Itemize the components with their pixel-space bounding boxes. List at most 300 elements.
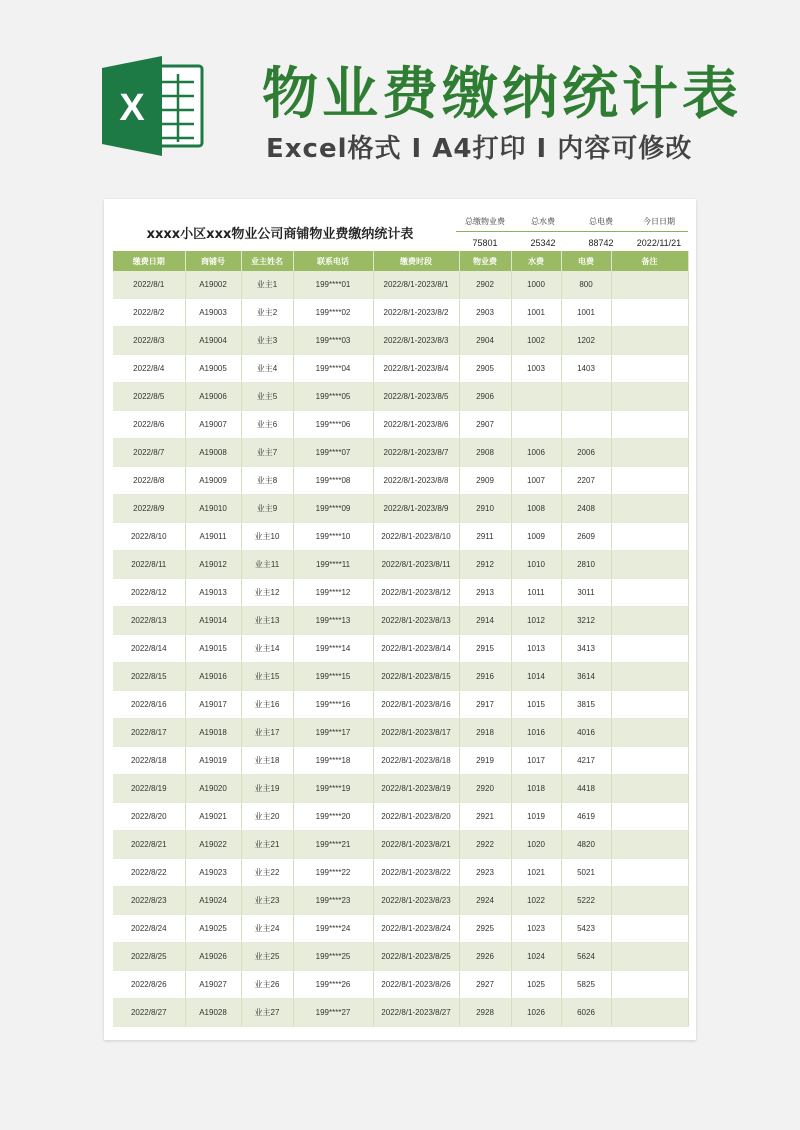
- table-cell: 2022/8/1-2023/8/6: [373, 411, 459, 439]
- table-cell: 199****14: [293, 635, 373, 663]
- table-cell: 1003: [511, 355, 561, 383]
- page-title: 物业费缴纳统计表: [262, 62, 742, 127]
- table-cell: 5624: [561, 943, 611, 971]
- page-subtitle: Excel格式 I A4打印 I 内容可修改: [266, 134, 693, 164]
- table-cell: 2022/8/9: [113, 495, 185, 523]
- table-cell: 199****16: [293, 691, 373, 719]
- table-cell: 2022/8/1-2023/8/13: [373, 607, 459, 635]
- table-cell: [611, 747, 688, 775]
- table-cell: A19010: [185, 495, 241, 523]
- table-cell: [611, 719, 688, 747]
- table-cell: 199****13: [293, 607, 373, 635]
- table-cell: 业主7: [241, 439, 293, 467]
- table-cell: 2925: [459, 915, 511, 943]
- table-cell: 3212: [561, 607, 611, 635]
- sheet-title: xxxx小区xxx物业公司商铺物业费缴纳统计表: [146, 227, 414, 242]
- table-row: [113, 971, 688, 999]
- table-cell: [611, 607, 688, 635]
- table-cell: 199****20: [293, 803, 373, 831]
- table-cell: 2022/8/1-2023/8/25: [373, 943, 459, 971]
- table-cell: 2907: [459, 411, 511, 439]
- table-cell: 199****18: [293, 747, 373, 775]
- table-cell: A19007: [185, 411, 241, 439]
- table-cell: 1023: [511, 915, 561, 943]
- table-cell: [611, 495, 688, 523]
- table-cell: 2022/8/11: [113, 551, 185, 579]
- table-cell: 2022/8/1-2023/8/19: [373, 775, 459, 803]
- table-cell: 2916: [459, 663, 511, 691]
- table-cell: 业主9: [241, 495, 293, 523]
- table-cell: [611, 355, 688, 383]
- summary-labels: [456, 213, 688, 232]
- table-cell: 5222: [561, 887, 611, 915]
- table-cell: A19021: [185, 803, 241, 831]
- table-cell: 2022/8/25: [113, 943, 185, 971]
- table-cell: 2022/8/1-2023/8/5: [373, 383, 459, 411]
- table-cell: 2022/8/14: [113, 635, 185, 663]
- summary-value-property-fee: 75801: [472, 238, 498, 248]
- table-cell: [611, 439, 688, 467]
- excel-logo-icon: [102, 56, 206, 156]
- summary-values: [456, 232, 688, 252]
- table-cell: A19022: [185, 831, 241, 859]
- table-cell: 1014: [511, 663, 561, 691]
- column-header: 商铺号: [185, 251, 241, 271]
- table-row: [113, 859, 688, 887]
- table-cell: [611, 915, 688, 943]
- table-cell: [611, 775, 688, 803]
- table-cell: 业主13: [241, 607, 293, 635]
- table-cell: 2022/8/18: [113, 747, 185, 775]
- table-cell: 199****03: [293, 327, 373, 355]
- table-cell: 4418: [561, 775, 611, 803]
- table-cell: 2022/8/4: [113, 355, 185, 383]
- table-cell: 业主1: [241, 271, 293, 299]
- table-cell: 业主11: [241, 551, 293, 579]
- table-cell: 业主18: [241, 747, 293, 775]
- table-cell: 2906: [459, 383, 511, 411]
- table-cell: 2022/8/26: [113, 971, 185, 999]
- table-cell: 2022/8/21: [113, 831, 185, 859]
- table-cell: 2915: [459, 635, 511, 663]
- table-cell: [611, 579, 688, 607]
- table-cell: 1001: [561, 299, 611, 327]
- table-cell: [611, 383, 688, 411]
- table-cell: 2022/8/1-2023/8/12: [373, 579, 459, 607]
- table-cell: 业主24: [241, 915, 293, 943]
- table-cell: 2022/8/1: [113, 271, 185, 299]
- table-cell: 1012: [511, 607, 561, 635]
- table-cell: 199****23: [293, 887, 373, 915]
- table-cell: 6026: [561, 999, 611, 1027]
- table-cell: 2022/8/24: [113, 915, 185, 943]
- table-cell: [611, 299, 688, 327]
- table-cell: 2909: [459, 467, 511, 495]
- table-cell: [611, 411, 688, 439]
- logo-letter: X: [119, 87, 145, 129]
- table-cell: 业主21: [241, 831, 293, 859]
- table-cell: [611, 859, 688, 887]
- table-cell: 1018: [511, 775, 561, 803]
- table-cell: 业主23: [241, 887, 293, 915]
- table-cell: 5021: [561, 859, 611, 887]
- table-cell: 5825: [561, 971, 611, 999]
- table-cell: 2022/8/27: [113, 999, 185, 1027]
- table-cell: 2022/8/12: [113, 579, 185, 607]
- table-cell: 1015: [511, 691, 561, 719]
- table-cell: 1010: [511, 551, 561, 579]
- summary-label-today: 今日日期: [643, 217, 675, 226]
- table-cell: [611, 523, 688, 551]
- table-cell: 业主19: [241, 775, 293, 803]
- table-cell: 2908: [459, 439, 511, 467]
- column-header: 业主姓名: [241, 251, 293, 271]
- table-cell: A19015: [185, 635, 241, 663]
- table-row: [113, 327, 688, 355]
- table-cell: 5423: [561, 915, 611, 943]
- table-cell: 2911: [459, 523, 511, 551]
- table-cell: 2022/8/1-2023/8/21: [373, 831, 459, 859]
- column-header: 电费: [561, 251, 611, 271]
- fee-table: [113, 251, 689, 1027]
- column-header: 水费: [511, 251, 561, 271]
- table-cell: 2022/8/1-2023/8/3: [373, 327, 459, 355]
- summary-panel: [456, 213, 688, 252]
- table-cell: 1016: [511, 719, 561, 747]
- table-cell: 1011: [511, 579, 561, 607]
- table-cell: A19025: [185, 915, 241, 943]
- table-cell: 2921: [459, 803, 511, 831]
- table-cell: A19009: [185, 467, 241, 495]
- table-cell: 3815: [561, 691, 611, 719]
- table-row: [113, 663, 688, 691]
- table-row: [113, 355, 688, 383]
- table-row: [113, 999, 688, 1027]
- table-row: [113, 635, 688, 663]
- table-cell: 1022: [511, 887, 561, 915]
- table-row: [113, 747, 688, 775]
- table-row: [113, 551, 688, 579]
- table-cell: [561, 383, 611, 411]
- table-cell: 199****22: [293, 859, 373, 887]
- table-cell: 2022/8/2: [113, 299, 185, 327]
- table-row: [113, 495, 688, 523]
- table-row: [113, 383, 688, 411]
- table-cell: 2022/8/8: [113, 467, 185, 495]
- table-cell: [611, 551, 688, 579]
- table-cell: 199****17: [293, 719, 373, 747]
- table-cell: 2022/8/10: [113, 523, 185, 551]
- table-cell: 2022/8/1-2023/8/22: [373, 859, 459, 887]
- table-row: [113, 523, 688, 551]
- table-cell: 199****15: [293, 663, 373, 691]
- table-cell: A19016: [185, 663, 241, 691]
- table-cell: 199****19: [293, 775, 373, 803]
- table-cell: 2810: [561, 551, 611, 579]
- table-cell: 2920: [459, 775, 511, 803]
- table-cell: 2207: [561, 467, 611, 495]
- table-cell: [611, 831, 688, 859]
- table-cell: 业主12: [241, 579, 293, 607]
- table-cell: 2022/8/1-2023/8/24: [373, 915, 459, 943]
- table-cell: 2922: [459, 831, 511, 859]
- summary-label-electric-fee: 总电费: [589, 217, 613, 226]
- table-cell: 2022/8/1-2023/8/11: [373, 551, 459, 579]
- table-cell: 1001: [511, 299, 561, 327]
- table-cell: 3614: [561, 663, 611, 691]
- table-cell: 2022/8/1-2023/8/9: [373, 495, 459, 523]
- table-cell: 1000: [511, 271, 561, 299]
- table-row: [113, 775, 688, 803]
- table-row: [113, 719, 688, 747]
- table-row: [113, 607, 688, 635]
- table-cell: 199****07: [293, 439, 373, 467]
- table-cell: 2022/8/5: [113, 383, 185, 411]
- table-cell: A19026: [185, 943, 241, 971]
- table-cell: 业主27: [241, 999, 293, 1027]
- table-cell: 4217: [561, 747, 611, 775]
- table-cell: 199****06: [293, 411, 373, 439]
- table-cell: 1026: [511, 999, 561, 1027]
- table-cell: 199****08: [293, 467, 373, 495]
- table-cell: 2022/8/1-2023/8/17: [373, 719, 459, 747]
- table-cell: 业主22: [241, 859, 293, 887]
- table-cell: 199****11: [293, 551, 373, 579]
- table-cell: [611, 663, 688, 691]
- summary-label-water-fee: 总水费: [531, 217, 555, 226]
- table-cell: A19003: [185, 299, 241, 327]
- table-cell: 3413: [561, 635, 611, 663]
- table-cell: A19017: [185, 691, 241, 719]
- table-body: [113, 271, 688, 1027]
- table-cell: 199****27: [293, 999, 373, 1027]
- table-cell: 1403: [561, 355, 611, 383]
- table-cell: 199****21: [293, 831, 373, 859]
- table-cell: [611, 271, 688, 299]
- table-cell: 199****12: [293, 579, 373, 607]
- table-cell: 2924: [459, 887, 511, 915]
- table-cell: [611, 999, 688, 1027]
- table-cell: A19024: [185, 887, 241, 915]
- table-cell: 1024: [511, 943, 561, 971]
- table-cell: 2022/8/22: [113, 859, 185, 887]
- table-cell: 199****26: [293, 971, 373, 999]
- table-cell: A19020: [185, 775, 241, 803]
- table-cell: [511, 383, 561, 411]
- page-header: [0, 0, 800, 190]
- table-row: [113, 467, 688, 495]
- table-row: [113, 299, 688, 327]
- table-cell: A19023: [185, 859, 241, 887]
- table-cell: [611, 327, 688, 355]
- table-cell: 4016: [561, 719, 611, 747]
- table-cell: 1008: [511, 495, 561, 523]
- table-cell: 2022/8/6: [113, 411, 185, 439]
- table-cell: 2022/8/1-2023/8/26: [373, 971, 459, 999]
- table-row: [113, 887, 688, 915]
- table-cell: 800: [561, 271, 611, 299]
- table-row: [113, 803, 688, 831]
- spreadsheet-preview: [104, 199, 696, 1040]
- table-row: [113, 271, 688, 299]
- table-cell: 2919: [459, 747, 511, 775]
- table-cell: [561, 411, 611, 439]
- table-cell: 2923: [459, 859, 511, 887]
- table-row: [113, 943, 688, 971]
- table-cell: 2903: [459, 299, 511, 327]
- table-cell: A19005: [185, 355, 241, 383]
- table-cell: A19004: [185, 327, 241, 355]
- table-cell: 2927: [459, 971, 511, 999]
- table-cell: 2408: [561, 495, 611, 523]
- table-cell: 2022/8/20: [113, 803, 185, 831]
- table-cell: 2905: [459, 355, 511, 383]
- table-row: [113, 411, 688, 439]
- summary-value-electric-fee: 88742: [588, 238, 614, 248]
- table-cell: [611, 803, 688, 831]
- summary-value-today: 2022/11/21: [636, 238, 682, 248]
- summary-value-water-fee: 25342: [530, 238, 556, 248]
- table-cell: A19027: [185, 971, 241, 999]
- table-cell: A19013: [185, 579, 241, 607]
- table-cell: [511, 411, 561, 439]
- table-cell: 2022/8/1-2023/8/4: [373, 355, 459, 383]
- table-cell: 1009: [511, 523, 561, 551]
- table-row: [113, 439, 688, 467]
- table-cell: A19006: [185, 383, 241, 411]
- table-cell: 2912: [459, 551, 511, 579]
- table-cell: 2022/8/1-2023/8/23: [373, 887, 459, 915]
- table-cell: 2022/8/17: [113, 719, 185, 747]
- table-cell: 业主26: [241, 971, 293, 999]
- table-cell: 199****10: [293, 523, 373, 551]
- table-row: [113, 579, 688, 607]
- table-cell: A19019: [185, 747, 241, 775]
- column-header: 物业费: [459, 251, 511, 271]
- table-cell: 1006: [511, 439, 561, 467]
- table-cell: A19011: [185, 523, 241, 551]
- table-cell: A19002: [185, 271, 241, 299]
- table-cell: 2006: [561, 439, 611, 467]
- table-cell: 业主4: [241, 355, 293, 383]
- table-cell: 1017: [511, 747, 561, 775]
- table-cell: 4619: [561, 803, 611, 831]
- table-cell: [611, 971, 688, 999]
- table-cell: 业主25: [241, 943, 293, 971]
- table-cell: 2022/8/1-2023/8/18: [373, 747, 459, 775]
- table-cell: 1025: [511, 971, 561, 999]
- table-cell: 2022/8/1-2023/8/2: [373, 299, 459, 327]
- table-cell: 2928: [459, 999, 511, 1027]
- table-cell: 1007: [511, 467, 561, 495]
- table-cell: 2022/8/23: [113, 887, 185, 915]
- table-cell: 2022/8/1-2023/8/16: [373, 691, 459, 719]
- table-cell: 2918: [459, 719, 511, 747]
- table-cell: 业主15: [241, 663, 293, 691]
- table-cell: 2022/8/7: [113, 439, 185, 467]
- table-cell: [611, 887, 688, 915]
- table-cell: 1020: [511, 831, 561, 859]
- table-cell: 2022/8/19: [113, 775, 185, 803]
- column-header: 备注: [611, 251, 688, 271]
- table-cell: 2914: [459, 607, 511, 635]
- table-cell: 199****25: [293, 943, 373, 971]
- table-cell: 2022/8/1-2023/8/1: [373, 271, 459, 299]
- table-cell: 业主20: [241, 803, 293, 831]
- table-row: [113, 691, 688, 719]
- table-cell: 199****04: [293, 355, 373, 383]
- table-cell: 199****09: [293, 495, 373, 523]
- table-cell: 2913: [459, 579, 511, 607]
- table-cell: 业主16: [241, 691, 293, 719]
- table-cell: 2022/8/1-2023/8/10: [373, 523, 459, 551]
- table-cell: A19014: [185, 607, 241, 635]
- table-cell: 1013: [511, 635, 561, 663]
- table-cell: 2902: [459, 271, 511, 299]
- table-cell: 199****02: [293, 299, 373, 327]
- table-cell: 业主14: [241, 635, 293, 663]
- summary-label-property-fee: 总缴物业费: [465, 217, 505, 226]
- table-cell: 2926: [459, 943, 511, 971]
- table-cell: 2022/8/3: [113, 327, 185, 355]
- table-header-row: [113, 251, 688, 271]
- table-cell: 业主10: [241, 523, 293, 551]
- table-row: [113, 915, 688, 943]
- table-cell: 4820: [561, 831, 611, 859]
- table-cell: 1019: [511, 803, 561, 831]
- table-cell: 1021: [511, 859, 561, 887]
- table-cell: 2022/8/1-2023/8/20: [373, 803, 459, 831]
- table-cell: 3011: [561, 579, 611, 607]
- table-cell: [611, 691, 688, 719]
- table-cell: 2022/8/13: [113, 607, 185, 635]
- table-cell: 业主3: [241, 327, 293, 355]
- table-cell: [611, 943, 688, 971]
- column-header: 缴费日期: [113, 251, 185, 271]
- table-cell: 199****01: [293, 271, 373, 299]
- table-cell: 2022/8/15: [113, 663, 185, 691]
- table-cell: A19012: [185, 551, 241, 579]
- table-cell: 1202: [561, 327, 611, 355]
- column-header: 联系电话: [293, 251, 373, 271]
- table-cell: A19028: [185, 999, 241, 1027]
- table-cell: 业主2: [241, 299, 293, 327]
- table-cell: 199****05: [293, 383, 373, 411]
- table-cell: 业主8: [241, 467, 293, 495]
- table-cell: A19018: [185, 719, 241, 747]
- table-cell: [611, 467, 688, 495]
- table-cell: 199****24: [293, 915, 373, 943]
- table-cell: 1002: [511, 327, 561, 355]
- table-cell: 业主6: [241, 411, 293, 439]
- table-cell: 2904: [459, 327, 511, 355]
- table-cell: 2022/8/1-2023/8/15: [373, 663, 459, 691]
- table-cell: 2022/8/1-2023/8/7: [373, 439, 459, 467]
- table-cell: 2022/8/1-2023/8/8: [373, 467, 459, 495]
- table-cell: 2917: [459, 691, 511, 719]
- table-cell: A19008: [185, 439, 241, 467]
- table-cell: 2022/8/1-2023/8/14: [373, 635, 459, 663]
- table-cell: 2609: [561, 523, 611, 551]
- table-cell: 2022/8/16: [113, 691, 185, 719]
- column-header: 缴费时段: [373, 251, 459, 271]
- table-cell: [611, 635, 688, 663]
- table-cell: 业主17: [241, 719, 293, 747]
- table-cell: 业主5: [241, 383, 293, 411]
- table-cell: 2910: [459, 495, 511, 523]
- table-row: [113, 831, 688, 859]
- table-cell: 2022/8/1-2023/8/27: [373, 999, 459, 1027]
